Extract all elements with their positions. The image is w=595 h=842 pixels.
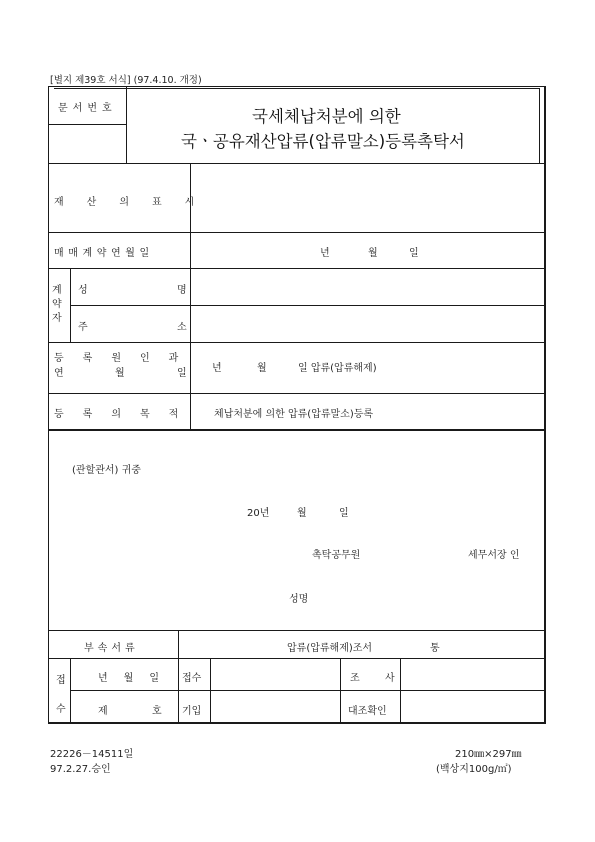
- office-head: 세무서장 인: [468, 550, 520, 561]
- check-field[interactable]: [401, 659, 544, 690]
- address-label-b: 소: [177, 322, 187, 333]
- request-month: 월: [297, 508, 307, 519]
- name-field[interactable]: [191, 269, 544, 305]
- attachments-label: 부속서류: [84, 643, 139, 654]
- name-label-a: 성: [78, 285, 88, 296]
- purpose-label: 등록의목적: [54, 409, 198, 420]
- cause-year: 년: [212, 363, 222, 374]
- contract-month: 월: [368, 248, 378, 259]
- property-label: 재산의표시: [54, 197, 218, 208]
- request-day: 일: [339, 508, 349, 519]
- compare-label: 대조확인: [348, 706, 387, 717]
- signer-name-label: 성명: [289, 594, 309, 605]
- cause-field[interactable]: [191, 343, 544, 393]
- cause-label-line-2-a: 연: [54, 368, 64, 379]
- contract-date-field[interactable]: [191, 233, 544, 268]
- receipt-label: 접수: [182, 673, 202, 684]
- contract-date-label: 매매계약연월일: [54, 248, 154, 259]
- form-number: [별지 제39호 서식] (97.4.10. 개정): [50, 75, 202, 86]
- cause-label-line-2-b: 월: [115, 368, 125, 379]
- purpose-value: 체납처분에 의한 압류(압류말소)등록: [214, 409, 374, 420]
- footer-code: 22226－14511일: [50, 749, 134, 760]
- cause-day-text: 일 압류(압류해제): [298, 363, 377, 374]
- attachments-value: 압류(압류해제)조서: [287, 643, 373, 654]
- footer-size: 210㎜×297㎜: [455, 749, 522, 760]
- receipt-side-label-b: 수: [56, 704, 66, 715]
- receipt-side-label-a: 접: [56, 675, 66, 686]
- check-label-a: 조: [350, 673, 360, 684]
- property-field[interactable]: [191, 164, 544, 232]
- compare-field[interactable]: [401, 691, 544, 722]
- contractor-label: 계약자: [52, 285, 62, 324]
- footer-approval: 97.2.27.승인: [50, 764, 111, 775]
- title-line-2: 국ㆍ공유재산압류(압류말소)등록촉탁서: [181, 132, 465, 151]
- addressee: (관할관서) 귀중: [72, 465, 141, 476]
- attachments-unit: 통: [430, 643, 440, 654]
- entry-label: 기입: [182, 706, 202, 717]
- official-label: 촉탁공무원: [312, 550, 361, 561]
- name-label-b: 명: [177, 285, 187, 296]
- check-label-b: 사: [385, 673, 395, 684]
- entry-field[interactable]: [211, 691, 340, 722]
- receipt-field[interactable]: [211, 659, 340, 690]
- title-line-1: 국세체납처분에 의한: [252, 107, 401, 126]
- contract-day: 일: [409, 248, 419, 259]
- cause-month: 월: [257, 363, 267, 374]
- receipt-number-label-a: 제: [98, 706, 108, 717]
- request-year: 20년: [247, 508, 270, 519]
- footer-paper: (백상지100g/㎡): [436, 764, 512, 775]
- address-field[interactable]: [191, 306, 544, 342]
- receipt-date-label: 년월일: [98, 673, 175, 684]
- cause-label-line-1: 등록원인과: [54, 353, 198, 364]
- receipt-number-label-b: 호: [152, 706, 162, 717]
- doc-number-label: 문서번호: [58, 103, 117, 114]
- address-label-a: 주: [78, 322, 88, 333]
- contract-year: 년: [320, 248, 330, 259]
- cause-label-line-2-c: 일: [177, 368, 187, 379]
